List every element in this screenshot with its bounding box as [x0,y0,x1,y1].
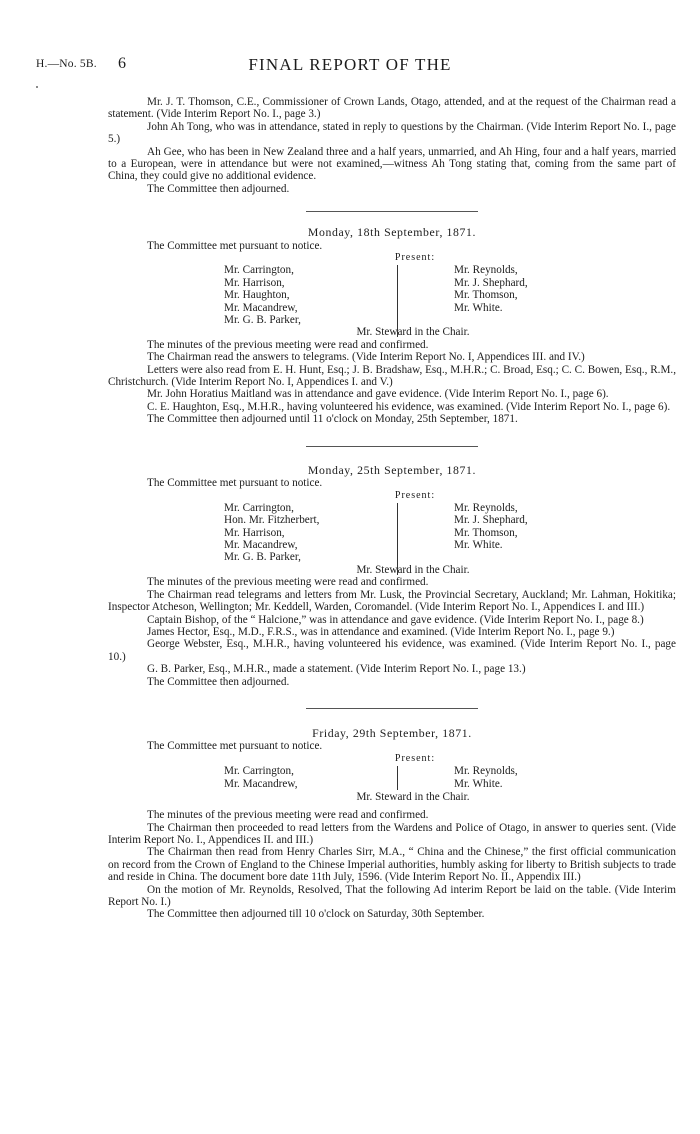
meeting-date: Monday, 25th September, 1871. [307,462,477,477]
column-divider [397,766,398,790]
members-right-column [454,502,528,552]
present-label: Present: [394,489,436,501]
member-name: Mr. Macandrew, [224,777,298,790]
paragraph: The Chairman read telegrams and letters from Mr. Lusk, the Provincial Secretary, Auckland; Mr. Lahman, Hokitika; Inspector Atcheson, Wellington; Mr. Keddell, Warden, Coromandel. (Vide Interim Report No. I., Appendices I. and III.) [108,588,676,614]
paragraph: Captain Bishop, of the “ Halcione,” was in attendance and gave evidence. (Vide Interim Report No. I., page 8.) [147,613,644,626]
paragraph: The Chairman read the answers to telegrams. (Vide Interim Report No. I, Appendices III. and IV.) [147,351,585,364]
meeting-date: Friday, 29th September, 1871. [312,725,472,740]
meeting-section [108,727,676,921]
section-divider [306,708,478,709]
members-left-column [224,502,319,564]
paragraph: Mr. J. T. Thomson, C.E., Commissioner of Crown Lands, Otago, attended, and at the request of the Chairman read a statement. (Vide Interim Report No. I., page 3.) [108,96,676,121]
member-name: Mr. Carrington, [224,765,294,778]
paragraph: On the motion of Mr. Reynolds, Resolved, That the following Ad interim Report be laid on the table. (Vide Interim Report No. I.) [108,883,676,909]
section-divider [306,446,478,447]
chair-line: Mr. Steward in the Chair. [356,563,470,576]
paragraph: Mr. John Horatius Maitland was in attendance and gave evidence. (Vide Interim Report No. I., page 6). [147,388,609,401]
member-name: Mr. G. B. Parker, [224,314,301,327]
paragraph: The minutes of the previous meeting were read and confirmed. [147,576,429,589]
paragraph: The Committee then adjourned until 11 o'clock on Monday, 25th September, 1871. [147,413,518,426]
paper-code: H.—No. 5B. [36,58,97,70]
member-name: Mr. J. Shephard, [454,276,528,289]
attendance-list [108,502,676,576]
paragraph: The Committee then adjourned till 10 o'clock on Saturday, 30th September. [147,908,485,921]
member-name: Mr. Macandrew, [224,301,298,314]
paragraph: G. B. Parker, Esq., M.H.R., made a statement. (Vide Interim Report No. I., page 13.) [147,663,526,676]
member-name: Hon. Mr. Fitzherbert, [224,514,320,527]
paragraph: The Committee then adjourned. [147,675,290,688]
paragraph: James Hector, Esq., M.D., F.R.S., was in attendance and examined. (Vide Interim Report No. I., page 9.) [147,625,615,638]
paragraph: The minutes of the previous meeting were read and confirmed. [147,338,429,351]
meeting-section [108,464,676,688]
present-label: Present: [394,752,436,764]
members-left-column [224,264,301,326]
member-name: Mr. J. Shephard, [454,514,528,527]
member-name: Mr. White. [454,539,503,552]
intro-section [108,96,676,195]
paragraph: C. E. Haughton, Esq., M.H.R., having volunteered his evidence, was examined. (Vide Interim Report No. I., page 6). [147,400,671,413]
margin-mark [36,86,38,88]
members-right-column [454,264,528,314]
paragraph: George Webster, Esq., M.H.R., having volunteered his evidence, was examined. (Vide Interim Report No. I., page 10.) [108,638,676,663]
chair-line: Mr. Steward in the Chair. [356,326,470,339]
meeting-section [108,226,676,425]
member-name: Mr. Reynolds, [454,501,518,514]
meeting-date: Monday, 18th September, 1871. [307,225,477,240]
member-name: Mr. Reynolds, [454,264,518,277]
section-divider [306,211,478,212]
paragraph: Ah Gee, who has been in New Zealand three and a half years, unmarried, and Ah Hing, four and a half years, married to a European, were in attendance but were not examined,—witness Ah Tong stating that, coming from the same part of China, they could give no additional evidence. [108,145,676,183]
page-number: 6 [118,55,126,72]
meeting-opening: The Committee met pursuant to notice. [147,239,323,252]
attendance-list [108,264,676,338]
page-header [30,55,670,75]
paragraph: The minutes of the previous meeting were read and confirmed. [147,809,429,822]
paragraph: The Committee then adjourned. [147,182,290,195]
meeting-opening: The Committee met pursuant to notice. [147,740,323,753]
member-name: Mr. White. [454,777,503,790]
member-name: Mr. Thomson, [454,289,518,302]
member-name: Mr. Thomson, [454,526,518,539]
members-left-column [224,765,298,790]
member-name: Mr. G. B. Parker, [224,551,301,564]
member-name: Mr. White. [454,301,503,314]
members-right-column [454,765,518,790]
member-name: Mr. Macandrew, [224,539,298,552]
member-name: Mr. Harrison, [224,526,285,539]
present-label: Present: [394,252,436,264]
member-name: Mr. Carrington, [224,264,294,277]
attendance-list [108,765,676,809]
member-name: Mr. Carrington, [224,501,294,514]
report-body [108,96,676,921]
member-name: Mr. Harrison, [224,276,285,289]
running-title: FINAL REPORT OF THE [248,55,452,74]
paragraph: John Ah Tong, who was in attendance, stated in reply to questions by the Chairman. (Vide Interim Report No. I., page 5.) [108,120,676,146]
chair-line: Mr. Steward in the Chair. [356,791,470,804]
member-name: Mr. Reynolds, [454,765,518,778]
paragraph: The Chairman then proceeded to read letters from the Wardens and Police of Otago, in answer to queries sent. (Vide Interim Report No. I., Appendices II. and III.) [108,821,676,846]
member-name: Mr. Haughton, [224,289,290,302]
meeting-opening: The Committee met pursuant to notice. [147,477,323,490]
paragraph: Letters were also read from E. H. Hunt, Esq.; J. B. Bradshaw, Esq., M.H.R.; C. Broad, Esq.; C. C. Bowen, Esq., R.M., Christchurch. (Vide Interim Report No. I, Appendices I. and V.) [108,363,676,389]
paragraph: The Chairman then read from Henry Charles Sirr, M.A., “ China and the Chinese,” the first official communication on record from the Crown of England to the Chinese Imperial authorities, humbly asking for liberty to British subjects to trade and reside in China. The document bore date 11th July, 1596. (Vide Interim Report No. II., Appendix III.) [108,846,676,884]
